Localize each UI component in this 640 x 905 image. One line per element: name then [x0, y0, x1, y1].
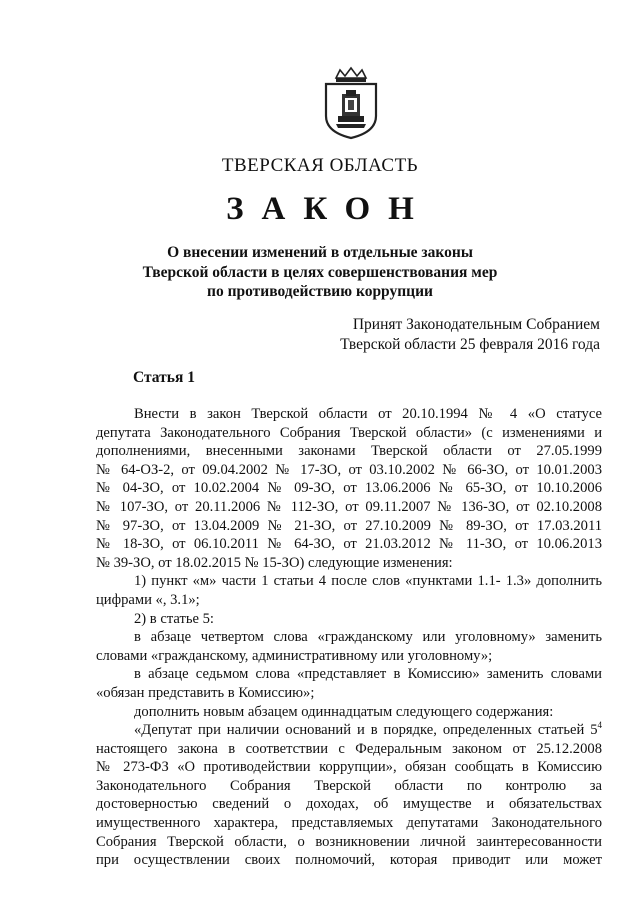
adoption-note [340, 315, 600, 355]
law-title [0, 243, 640, 302]
body-line: Законодательного Собрания Тверской области по контролю за [96, 777, 602, 794]
body-line: в абзаце четвертом слова «гражданскому или уголовному» заменить [134, 629, 602, 646]
body-line: № 18-ЗО, от 06.10.2011 № 64-ЗО, от 21.03.2012 № 11-ЗО, от 10.06.2013 [96, 536, 602, 553]
body-line: цифрами «, 3.1»; [96, 591, 200, 608]
body-line: № 64-ОЗ-2, от 09.04.2002 № 17-ЗО, от 03.10.2002 № 66-ЗО, от 10.01.2003 [96, 461, 602, 478]
body-line: 1) пункт «м» части 1 статьи 4 после слов «пунктами 1.1- 1.3» дополнить [134, 573, 602, 590]
law-title-line: Тверской области в целях совершенствования мер [142, 263, 498, 281]
document-type: ЗАКОН [226, 191, 432, 227]
body-line: депутата Законодательного Собрания Тверской области» (с изменениями и [96, 424, 602, 441]
body-line: настоящего закона в соответствии с Федеральным законом от 25.12.2008 [96, 740, 602, 757]
body-line: № 97-ЗО, от 13.04.2009 № 21-ЗО, от 27.10.2009 № 89-ЗО, от 17.03.2011 [96, 517, 602, 534]
body-line-with-superscript [96, 721, 602, 740]
body-line: № 273-ФЗ «О противодействии коррупции», обязан сообщать в Комиссию [96, 759, 602, 776]
law-title-line: О внесении изменений в отдельные законы [167, 244, 473, 261]
body-line: достоверностью сведений о доходах, об имуществе и обязательствах [96, 796, 602, 813]
article-heading: Статья 1 [133, 369, 195, 386]
body-line: № 04-ЗО, от 10.02.2004 № 09-ЗО, от 13.06.2006 № 65-ЗО, от 10.10.2006 [96, 480, 602, 497]
body-line-text: «Депутат при наличии оснований и в порядке, определенных статьей 5 [134, 722, 598, 739]
body-line: дополнениями, внесенными законами Тверской области от 27.05.1999 [96, 443, 602, 460]
region-name: ТВЕРСКАЯ ОБЛАСТЬ [221, 155, 419, 176]
coat-of-arms-icon [318, 66, 384, 140]
body-line: в абзаце седьмом слова «представляет в Комиссию» заменить словами [134, 666, 602, 683]
adoption-line: Принят Законодательным Собранием [352, 316, 600, 333]
body-line: № 39-ЗО, от 18.02.2015 № 15-ЗО) следующие изменения: [96, 554, 453, 571]
body-line: «обязан представить в Комиссию»; [96, 684, 315, 701]
body-line: 2) в статье 5: [134, 610, 214, 627]
body-line: № 107-ЗО, от 20.11.2006 № 112-ЗО, от 09.11.2007 № 136-ЗО, от 02.10.2008 [96, 498, 602, 515]
adoption-line: Тверской области 25 февраля 2016 года [340, 336, 600, 353]
body-line: словами «гражданскому, административному или уголовному»; [96, 647, 493, 664]
body-line: Собрания Тверской области, о возникновении личной заинтересованности [96, 833, 602, 850]
article-body [96, 405, 602, 870]
superscript: 4 [597, 720, 602, 731]
body-line: Внести в закон Тверской области от 20.10.1994 № 4 «О статусе [134, 406, 602, 422]
body-line: имущественного характера, представляемых депутатами Законодательного [96, 815, 602, 832]
body-line: дополнить новым абзацем одиннадцатым следующего содержания: [134, 703, 554, 720]
body-line: при осуществлении своих полномочий, которая приводит или может [96, 852, 602, 869]
law-title-line: по противодействию коррупции [207, 283, 433, 300]
